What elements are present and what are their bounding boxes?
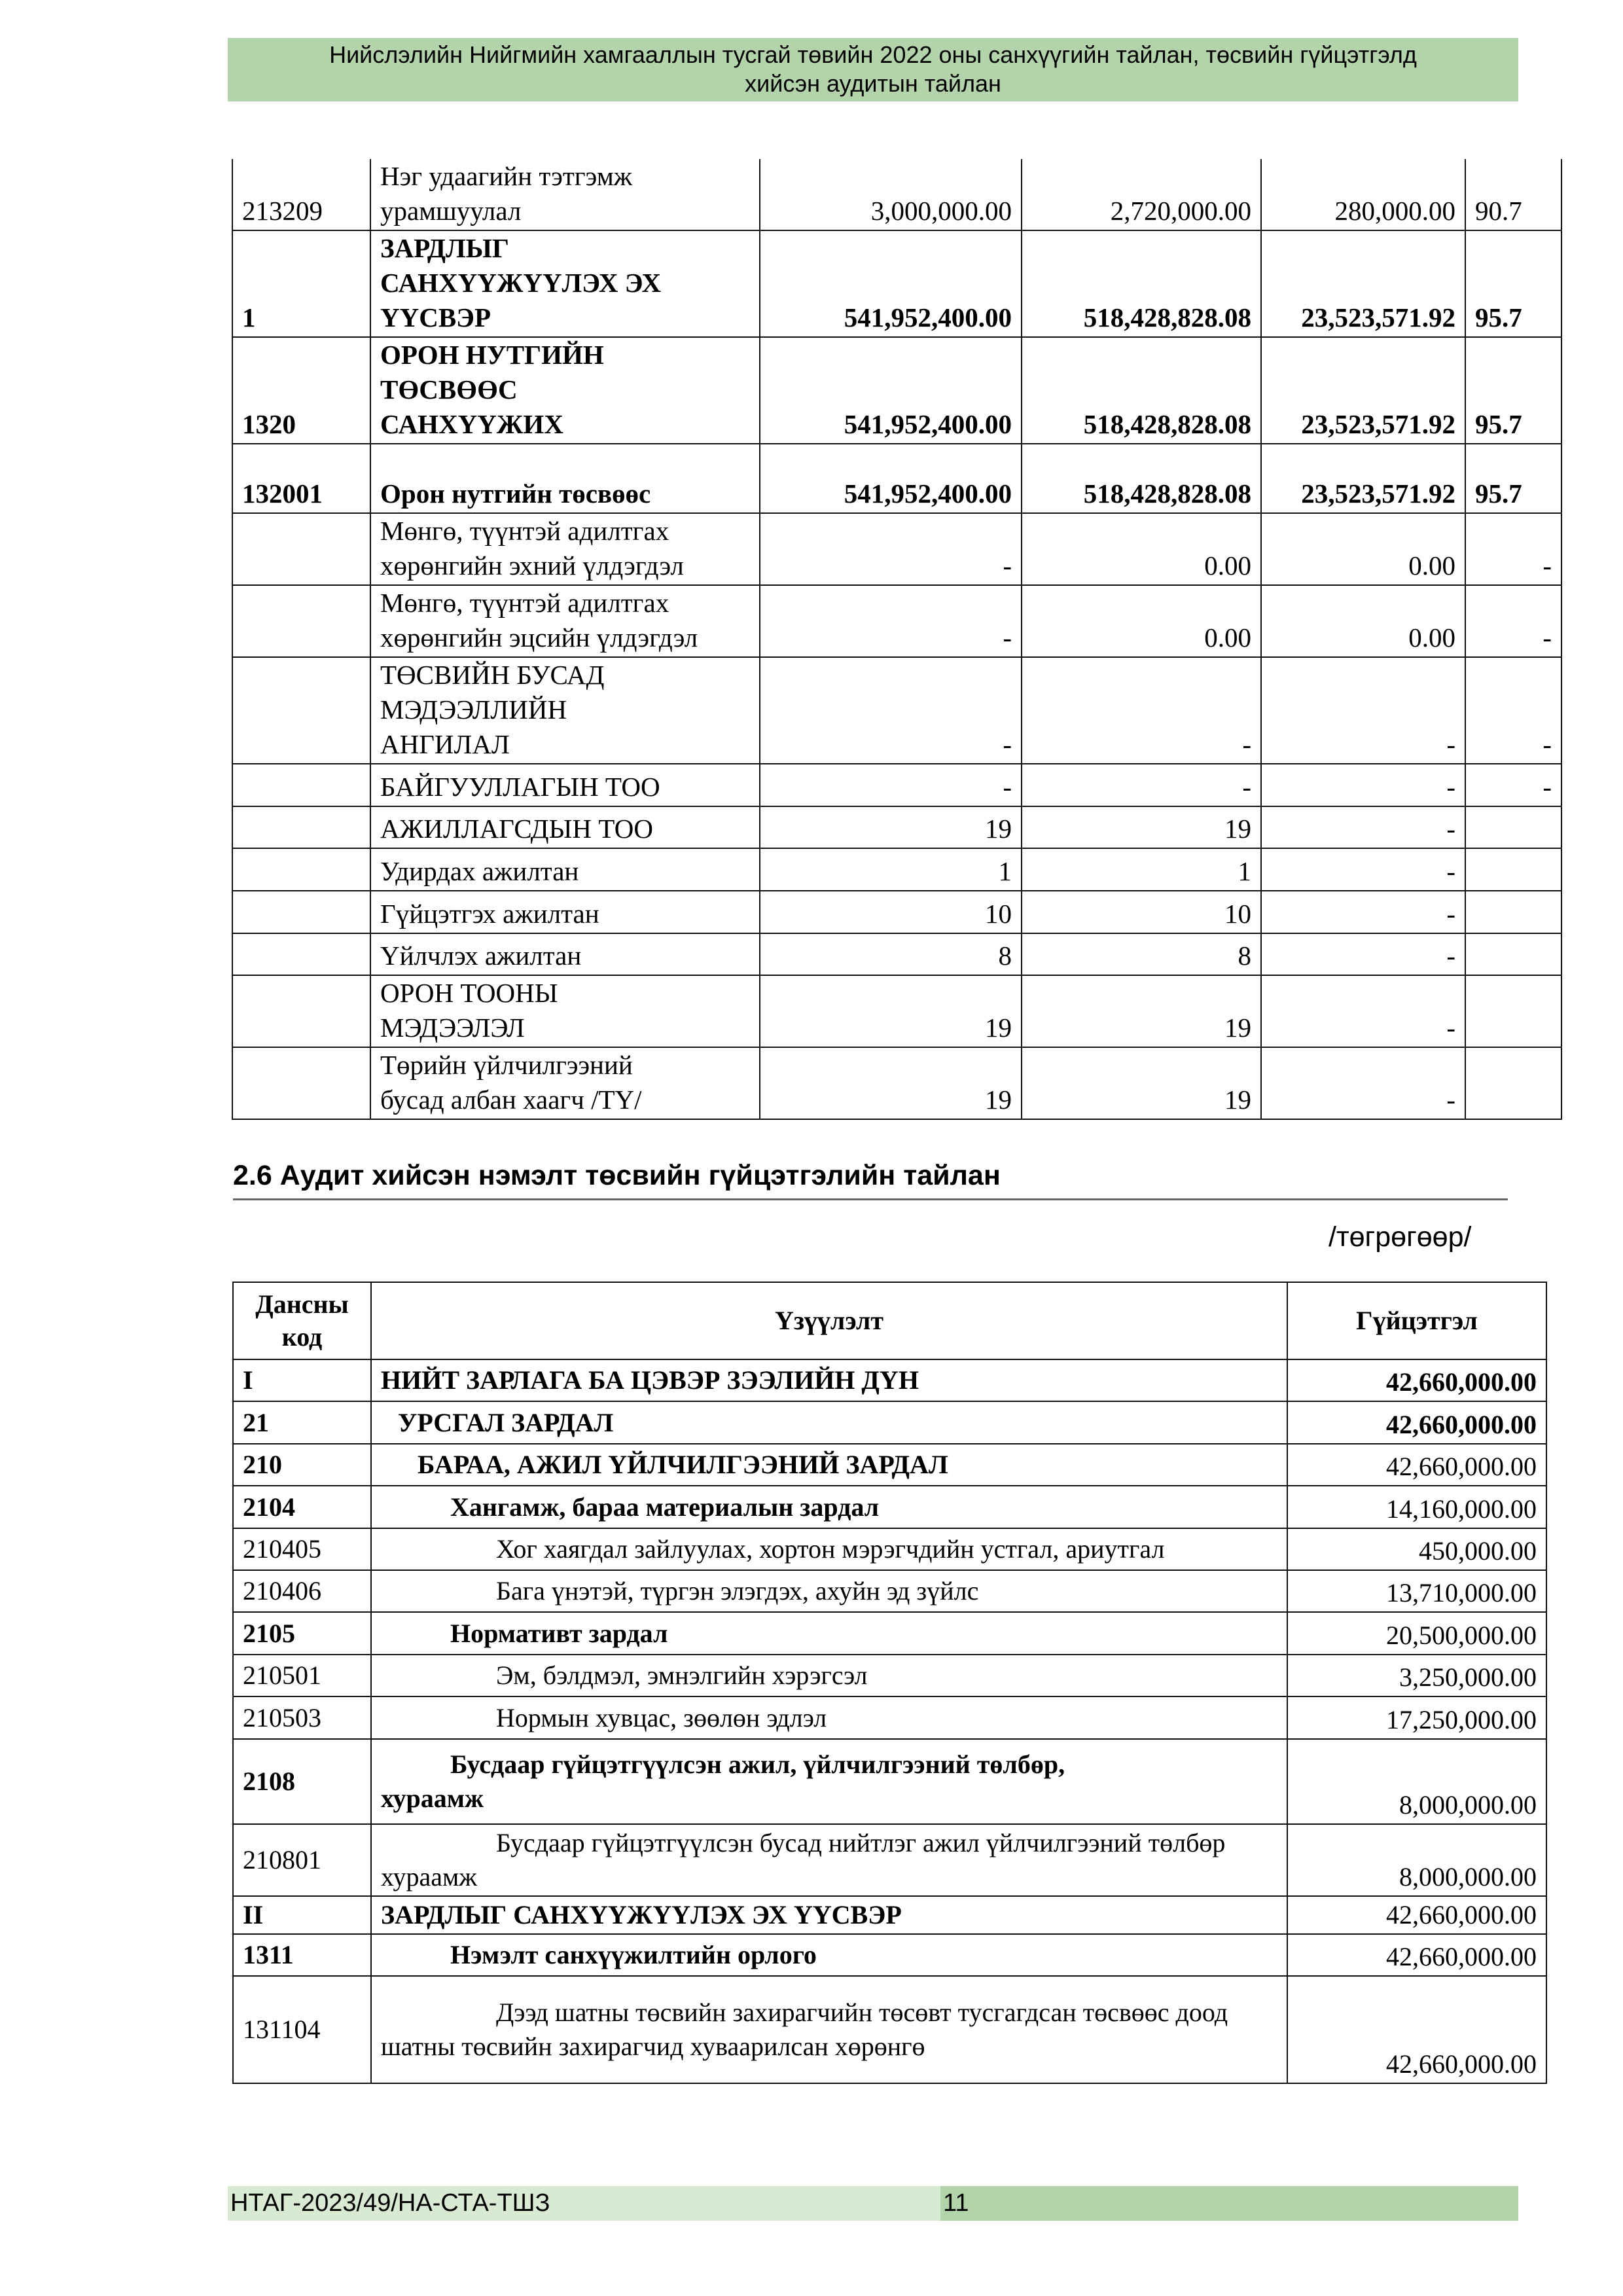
diff-cell: 0.00 <box>1261 585 1465 657</box>
value-cell: 42,660,000.00 <box>1287 1976 1546 2083</box>
label-cell: Бага үнэтэй, түргэн элэгдэх, ахуйн эд зүйлс <box>371 1570 1287 1612</box>
actual-cell: 0.00 <box>1022 585 1261 657</box>
code-cell <box>232 848 370 891</box>
header-indicator: Үзүүлэлт <box>371 1282 1287 1359</box>
pct-cell <box>1465 806 1561 848</box>
actual-cell: 1 <box>1022 848 1261 891</box>
code-cell <box>232 933 370 975</box>
label-cell: ОРОН ТООНЫ МЭДЭЭЛЭЛ <box>370 975 760 1047</box>
code-cell: 210405 <box>233 1528 371 1570</box>
header-account-code: Дансны код <box>233 1282 371 1359</box>
value-cell: 17,250,000.00 <box>1287 1696 1546 1739</box>
table-row <box>233 1444 1546 1486</box>
code-cell <box>232 657 370 764</box>
table-row <box>233 1934 1546 1976</box>
label-cell: Мөнгө, түүнтэй адилтгах хөрөнгийн эхний үлдэгдэл <box>370 513 760 585</box>
code-cell <box>232 891 370 933</box>
code-cell: 210 <box>233 1444 371 1486</box>
actual-cell: 2,720,000.00 <box>1022 159 1261 230</box>
table-row <box>233 1896 1546 1934</box>
pct-cell <box>1465 1047 1561 1119</box>
pct-cell: - <box>1465 585 1561 657</box>
label-cell: ЗАРДЛЫГ САНХҮҮЖҮҮЛЭХ ЭХ ҮҮСВЭР <box>371 1896 1287 1934</box>
diff-cell: - <box>1261 848 1465 891</box>
code-cell: 1311 <box>233 1934 371 1976</box>
value-cell: 3,250,000.00 <box>1287 1655 1546 1696</box>
table-row <box>233 1739 1546 1824</box>
label-cell: Гүйцэтгэх ажилтан <box>370 891 760 933</box>
value-cell: 8,000,000.00 <box>1287 1824 1546 1896</box>
table-header-row <box>233 1282 1546 1359</box>
actual-cell: 518,428,828.08 <box>1022 444 1261 513</box>
plan-cell: - <box>760 657 1022 764</box>
pct-cell: 95.7 <box>1465 444 1561 513</box>
code-cell: 132001 <box>232 444 370 513</box>
label-cell: Төрийн үйлчилгээний бусад албан хаагч /ТҮ/ <box>370 1047 760 1119</box>
code-cell: I <box>233 1359 371 1401</box>
page-header <box>228 38 1518 101</box>
diff-cell: - <box>1261 1047 1465 1119</box>
diff-cell: 23,523,571.92 <box>1261 337 1465 444</box>
label-cell: Бусдаар гүйцэтгүүлсэн бусад нийтлэг ажил үйлчилгээний төлбөр хураамж <box>371 1824 1287 1896</box>
diff-cell: - <box>1261 891 1465 933</box>
diff-cell: 0.00 <box>1261 513 1465 585</box>
label-cell: Эм, бэлдмэл, эмнэлгийн хэрэгсэл <box>371 1655 1287 1696</box>
plan-cell: 19 <box>760 975 1022 1047</box>
code-cell: 131104 <box>233 1976 371 2083</box>
label-cell: НИЙТ ЗАРЛАГА БА ЦЭВЭР ЗЭЭЛИЙН ДҮН <box>371 1359 1287 1401</box>
currency-unit-label: /төгрөгөөр/ <box>1329 1221 1472 1253</box>
code-cell <box>232 585 370 657</box>
diff-cell: - <box>1261 975 1465 1047</box>
table-row <box>232 975 1561 1047</box>
diff-cell: - <box>1261 657 1465 764</box>
diff-cell: 280,000.00 <box>1261 159 1465 230</box>
value-cell: 450,000.00 <box>1287 1528 1546 1570</box>
table-row <box>233 1570 1546 1612</box>
value-cell: 13,710,000.00 <box>1287 1570 1546 1612</box>
table-row <box>232 933 1561 975</box>
label-cell: Нэг удаагийн тэтгэмж урамшуулал <box>370 159 760 230</box>
pct-cell: - <box>1465 657 1561 764</box>
table-row <box>233 1486 1546 1528</box>
header-title-line2: хийсэн аудитын тайлан <box>745 70 1001 97</box>
diff-cell: - <box>1261 764 1465 806</box>
table-row <box>233 1528 1546 1570</box>
label-cell: ЗАРДЛЫГ САНХҮҮЖҮҮЛЭХ ЭХ ҮҮСВЭР <box>370 230 760 337</box>
value-cell: 42,660,000.00 <box>1287 1359 1546 1401</box>
diff-cell: - <box>1261 806 1465 848</box>
code-cell <box>232 806 370 848</box>
label-cell: ТӨСВИЙН БУСАД МЭДЭЭЛЛИЙН АНГИЛАЛ <box>370 657 760 764</box>
table-row <box>232 1047 1561 1119</box>
label-cell: БАРАА, АЖИЛ ҮЙЛЧИЛГЭЭНИЙ ЗАРДАЛ <box>371 1444 1287 1486</box>
header-title-line1: Нийслэлийн Нийгмийн хамгааллын тусгай төвийн 2022 оны санхүүгийн тайлан, төсвийн гүйцэтгэлд <box>329 41 1417 68</box>
table-row <box>232 513 1561 585</box>
table-row <box>233 1655 1546 1696</box>
label-cell: ОРОН НУТГИЙН ТӨСВӨӨС САНХҮҮЖИХ <box>370 337 760 444</box>
plan-cell: 10 <box>760 891 1022 933</box>
actual-cell: 19 <box>1022 975 1261 1047</box>
table-row <box>232 891 1561 933</box>
label-cell: Нормативт зардал <box>371 1612 1287 1655</box>
label-cell: АЖИЛЛАГСДЫН ТОО <box>370 806 760 848</box>
actual-cell: - <box>1022 764 1261 806</box>
actual-cell: 19 <box>1022 1047 1261 1119</box>
plan-cell: - <box>760 764 1022 806</box>
table-row <box>233 1612 1546 1655</box>
table-row <box>232 444 1561 513</box>
code-cell: II <box>233 1896 371 1934</box>
code-cell <box>232 1047 370 1119</box>
table-row <box>232 230 1561 337</box>
actual-cell: 0.00 <box>1022 513 1261 585</box>
table-row <box>232 806 1561 848</box>
value-cell: 42,660,000.00 <box>1287 1444 1546 1486</box>
footer-document-id: НТАГ-2023/49/НА-СТА-ТШЗ <box>228 2186 940 2221</box>
actual-cell: 19 <box>1022 806 1261 848</box>
label-cell: УРСГАЛ ЗАРДАЛ <box>371 1401 1287 1444</box>
diff-cell: 23,523,571.92 <box>1261 230 1465 337</box>
pct-cell: 90.7 <box>1465 159 1561 230</box>
value-cell: 20,500,000.00 <box>1287 1612 1546 1655</box>
code-cell <box>232 975 370 1047</box>
pct-cell <box>1465 891 1561 933</box>
table-row <box>233 1696 1546 1739</box>
value-cell: 42,660,000.00 <box>1287 1934 1546 1976</box>
code-cell <box>232 764 370 806</box>
plan-cell: 19 <box>760 806 1022 848</box>
pct-cell: - <box>1465 513 1561 585</box>
code-cell: 213209 <box>232 159 370 230</box>
plan-cell: 541,952,400.00 <box>760 337 1022 444</box>
pct-cell <box>1465 975 1561 1047</box>
label-cell: Мөнгө, түүнтэй адилтгах хөрөнгийн эцсийн үлдэгдэл <box>370 585 760 657</box>
code-cell: 2108 <box>233 1739 371 1824</box>
label-cell: Үйлчлэх ажилтан <box>370 933 760 975</box>
table-row <box>232 657 1561 764</box>
footer-page-number: 11 <box>940 2186 1518 2221</box>
code-cell: 210503 <box>233 1696 371 1739</box>
actual-cell: 10 <box>1022 891 1261 933</box>
table-row <box>232 848 1561 891</box>
diff-cell: - <box>1261 933 1465 975</box>
code-cell: 21 <box>233 1401 371 1444</box>
value-cell: 14,160,000.00 <box>1287 1486 1546 1528</box>
pct-cell: 95.7 <box>1465 230 1561 337</box>
code-cell: 210406 <box>233 1570 371 1612</box>
code-cell: 1 <box>232 230 370 337</box>
label-cell: Хангамж, бараа материалын зардал <box>371 1486 1287 1528</box>
pct-cell: - <box>1465 764 1561 806</box>
label-cell: Хог хаягдал зайлуулах, хортон мэрэгчдийн устгал, ариутгал <box>371 1528 1287 1570</box>
code-cell <box>232 513 370 585</box>
plan-cell: 8 <box>760 933 1022 975</box>
plan-cell: - <box>760 585 1022 657</box>
table-row <box>233 1976 1546 2083</box>
code-cell: 2104 <box>233 1486 371 1528</box>
actual-cell: 518,428,828.08 <box>1022 230 1261 337</box>
supplementary-budget-table <box>232 1282 1547 2084</box>
code-cell: 210801 <box>233 1824 371 1896</box>
plan-cell: 541,952,400.00 <box>760 444 1022 513</box>
pct-cell <box>1465 933 1561 975</box>
table-row <box>233 1359 1546 1401</box>
value-cell: 42,660,000.00 <box>1287 1896 1546 1934</box>
value-cell: 42,660,000.00 <box>1287 1401 1546 1444</box>
label-cell: Удирдах ажилтан <box>370 848 760 891</box>
plan-cell: - <box>760 513 1022 585</box>
pct-cell <box>1465 848 1561 891</box>
plan-cell: 1 <box>760 848 1022 891</box>
label-cell: Нэмэлт санхүүжилтийн орлого <box>371 1934 1287 1976</box>
label-cell: Бусдаар гүйцэтгүүлсэн ажил, үйлчилгээний төлбөр, хураамж <box>371 1739 1287 1824</box>
label-cell: БАЙГУУЛЛАГЫН ТОО <box>370 764 760 806</box>
section-title: 2.6 Аудит хийсэн нэмэлт төсвийн гүйцэтгэлийн тайлан <box>233 1160 1508 1200</box>
code-cell: 1320 <box>232 337 370 444</box>
actual-cell: 8 <box>1022 933 1261 975</box>
actual-cell: 518,428,828.08 <box>1022 337 1261 444</box>
plan-cell: 541,952,400.00 <box>760 230 1022 337</box>
plan-cell: 3,000,000.00 <box>760 159 1022 230</box>
label-cell: Орон нутгийн төсвөөс <box>370 444 760 513</box>
table-row <box>232 159 1561 230</box>
table-row <box>232 585 1561 657</box>
plan-cell: 19 <box>760 1047 1022 1119</box>
table-row <box>232 764 1561 806</box>
code-cell: 2105 <box>233 1612 371 1655</box>
code-cell: 210501 <box>233 1655 371 1696</box>
label-cell: Нормын хувцас, зөөлөн эдлэл <box>371 1696 1287 1739</box>
budget-execution-table <box>232 159 1562 1120</box>
actual-cell: - <box>1022 657 1261 764</box>
value-cell: 8,000,000.00 <box>1287 1739 1546 1824</box>
diff-cell: 23,523,571.92 <box>1261 444 1465 513</box>
header-performance: Гүйцэтгэл <box>1287 1282 1546 1359</box>
table-row <box>232 337 1561 444</box>
pct-cell: 95.7 <box>1465 337 1561 444</box>
label-cell: Дээд шатны төсвийн захирагчийн төсөвт тусгагдсан төсвөөс доод шатны төсвийн захирагчид хуваарилсан хөрөнгө <box>371 1976 1287 2083</box>
table-row <box>233 1401 1546 1444</box>
table-row <box>233 1824 1546 1896</box>
